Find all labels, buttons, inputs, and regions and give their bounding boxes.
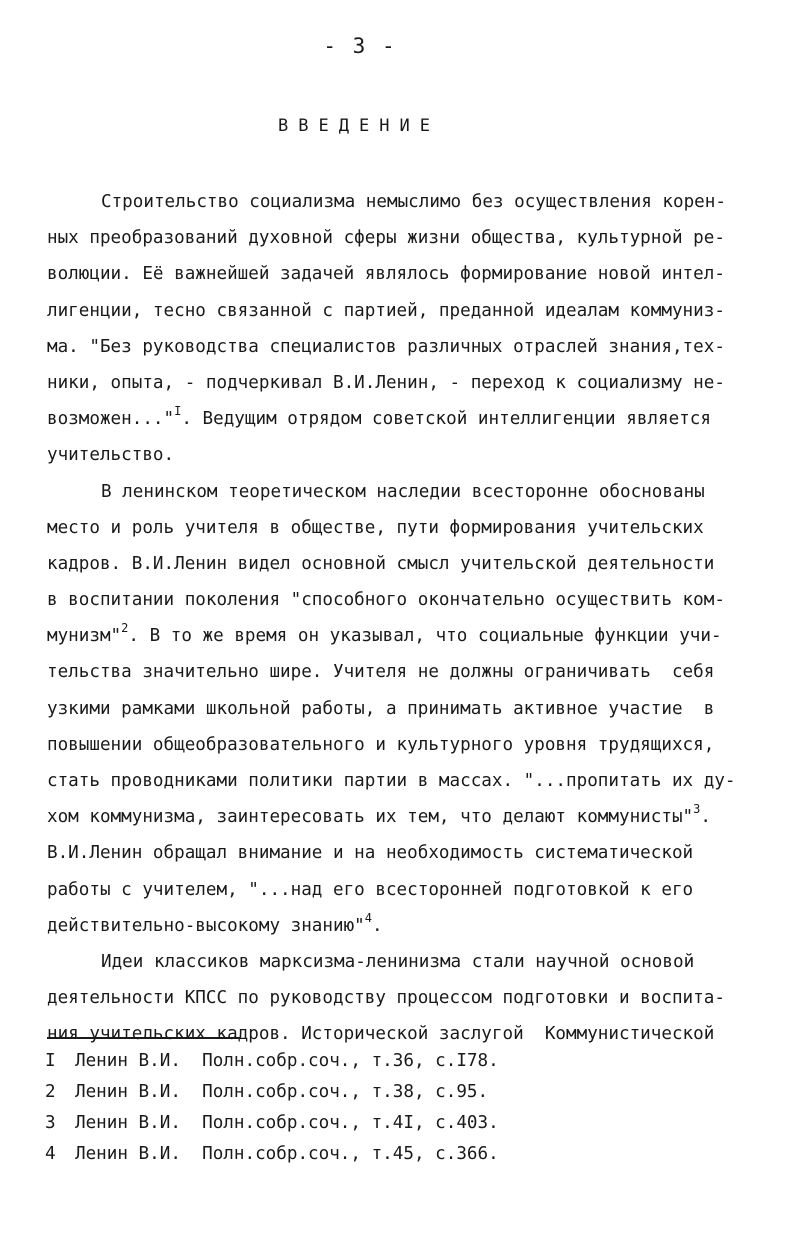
- footnote-text: Ленин В.И. Полн.собр.соч., т.38, с.95.: [75, 1082, 489, 1102]
- text-line: [47, 799, 747, 835]
- text-line: тельства значительно шире. Учителя не должны ограничивать себя: [47, 662, 715, 683]
- text-line: Идеи классиков марксизма-ленинизма стали научной основой: [101, 951, 695, 972]
- text-segment: .: [700, 807, 711, 828]
- text-segment: .: [372, 915, 383, 936]
- footnote-divider: [47, 1037, 240, 1039]
- paragraph-1: [47, 184, 747, 474]
- text-segment: . В то же время он указывал, что социальные функции учи-: [128, 626, 722, 647]
- body-text: [47, 184, 747, 1053]
- footnote-number: 2: [45, 1082, 56, 1102]
- text-line: лигенции, тесно связанной с партией, преданной идеалам коммуниз-: [47, 300, 725, 321]
- text-line: В ленинском теоретическом наследии всесторонне обоснованы: [101, 481, 705, 502]
- text-line: [47, 401, 747, 437]
- footnote-ref-3: 3: [693, 802, 701, 817]
- text-line: ма. "Без руководства специалистов различных отраслей знания,тех-: [47, 336, 725, 357]
- text-line: работы с учителем, "...над его всесторонней подготовкой к его: [47, 879, 694, 900]
- paragraph-2: [47, 474, 747, 944]
- text-line: [47, 618, 747, 654]
- text-line: [47, 908, 747, 944]
- text-line: деятельности КПСС по руководству процессом подготовки и воспита-: [47, 988, 725, 1009]
- text-line: стать проводниками политики партии в массах. "...пропитать их ду-: [47, 771, 736, 791]
- footnote: [45, 1139, 745, 1170]
- text-line: В.И.Ленин обращал внимание и на необходимость систематической: [47, 843, 694, 864]
- text-segment: возможен...": [47, 409, 175, 430]
- text-line: кадров. В.И.Ленин видел основной смысл учительской деятельности: [47, 553, 715, 574]
- text-segment: хом коммунизма, заинтересовать их тем, что делают коммунисты": [47, 807, 694, 828]
- footnote: [45, 1108, 745, 1139]
- text-line: ники, опыта, - подчеркивал В.И.Ленин, - переход к социализму не-: [47, 372, 725, 393]
- text-line: узкими рамками школьной работы, а принимать активное участие в: [47, 698, 715, 719]
- footnote-text: Ленин В.И. Полн.собр.соч., т.36, с.I78.: [75, 1051, 499, 1071]
- page-number: - 3 -: [323, 34, 397, 58]
- text-segment: . Ведущим отрядом советской интеллигенции является: [181, 409, 711, 430]
- text-segment: действительно-высокому знанию": [47, 915, 365, 936]
- footnote-number: I: [45, 1051, 56, 1071]
- footnote-ref-4: 4: [364, 910, 373, 925]
- text-segment: мунизм": [47, 626, 122, 647]
- footnote-ref-2: 2: [121, 621, 129, 636]
- text-line: место и роль учителя в обществе, пути формирования учительских: [47, 517, 704, 538]
- text-line: волюции. Её важнейшей задачей являлось формирование новой интел-: [47, 264, 725, 285]
- text-line: повышении общеобразовательного и культурного уровня трудящихся,: [47, 734, 715, 755]
- footnotes: [45, 1046, 745, 1170]
- page-title: ВВЕДЕНИЕ: [278, 116, 440, 136]
- footnote: [45, 1046, 745, 1077]
- text-line: учительство.: [47, 445, 175, 466]
- footnote-number: 3: [45, 1113, 56, 1133]
- text-line: ния учительских кадров. Исторической заслугой Коммунистической: [47, 1024, 715, 1045]
- footnote-text: Ленин В.И. Полн.собр.соч., т.4I, с.403.: [75, 1113, 499, 1133]
- text-line: в воспитании поколения "способного окончательно осуществить ком-: [47, 590, 725, 611]
- text-line: Строительство социализма немыслимо без осуществления корен-: [101, 192, 726, 212]
- footnote-text: Ленин В.И. Полн.собр.соч., т.45, с.366.: [75, 1144, 499, 1164]
- footnote-number: 4: [45, 1144, 56, 1164]
- footnote-ref-1: I: [174, 404, 182, 419]
- text-line: ных преобразований духовной сферы жизни общества, культурной ре-: [47, 228, 725, 249]
- footnote: [45, 1077, 745, 1108]
